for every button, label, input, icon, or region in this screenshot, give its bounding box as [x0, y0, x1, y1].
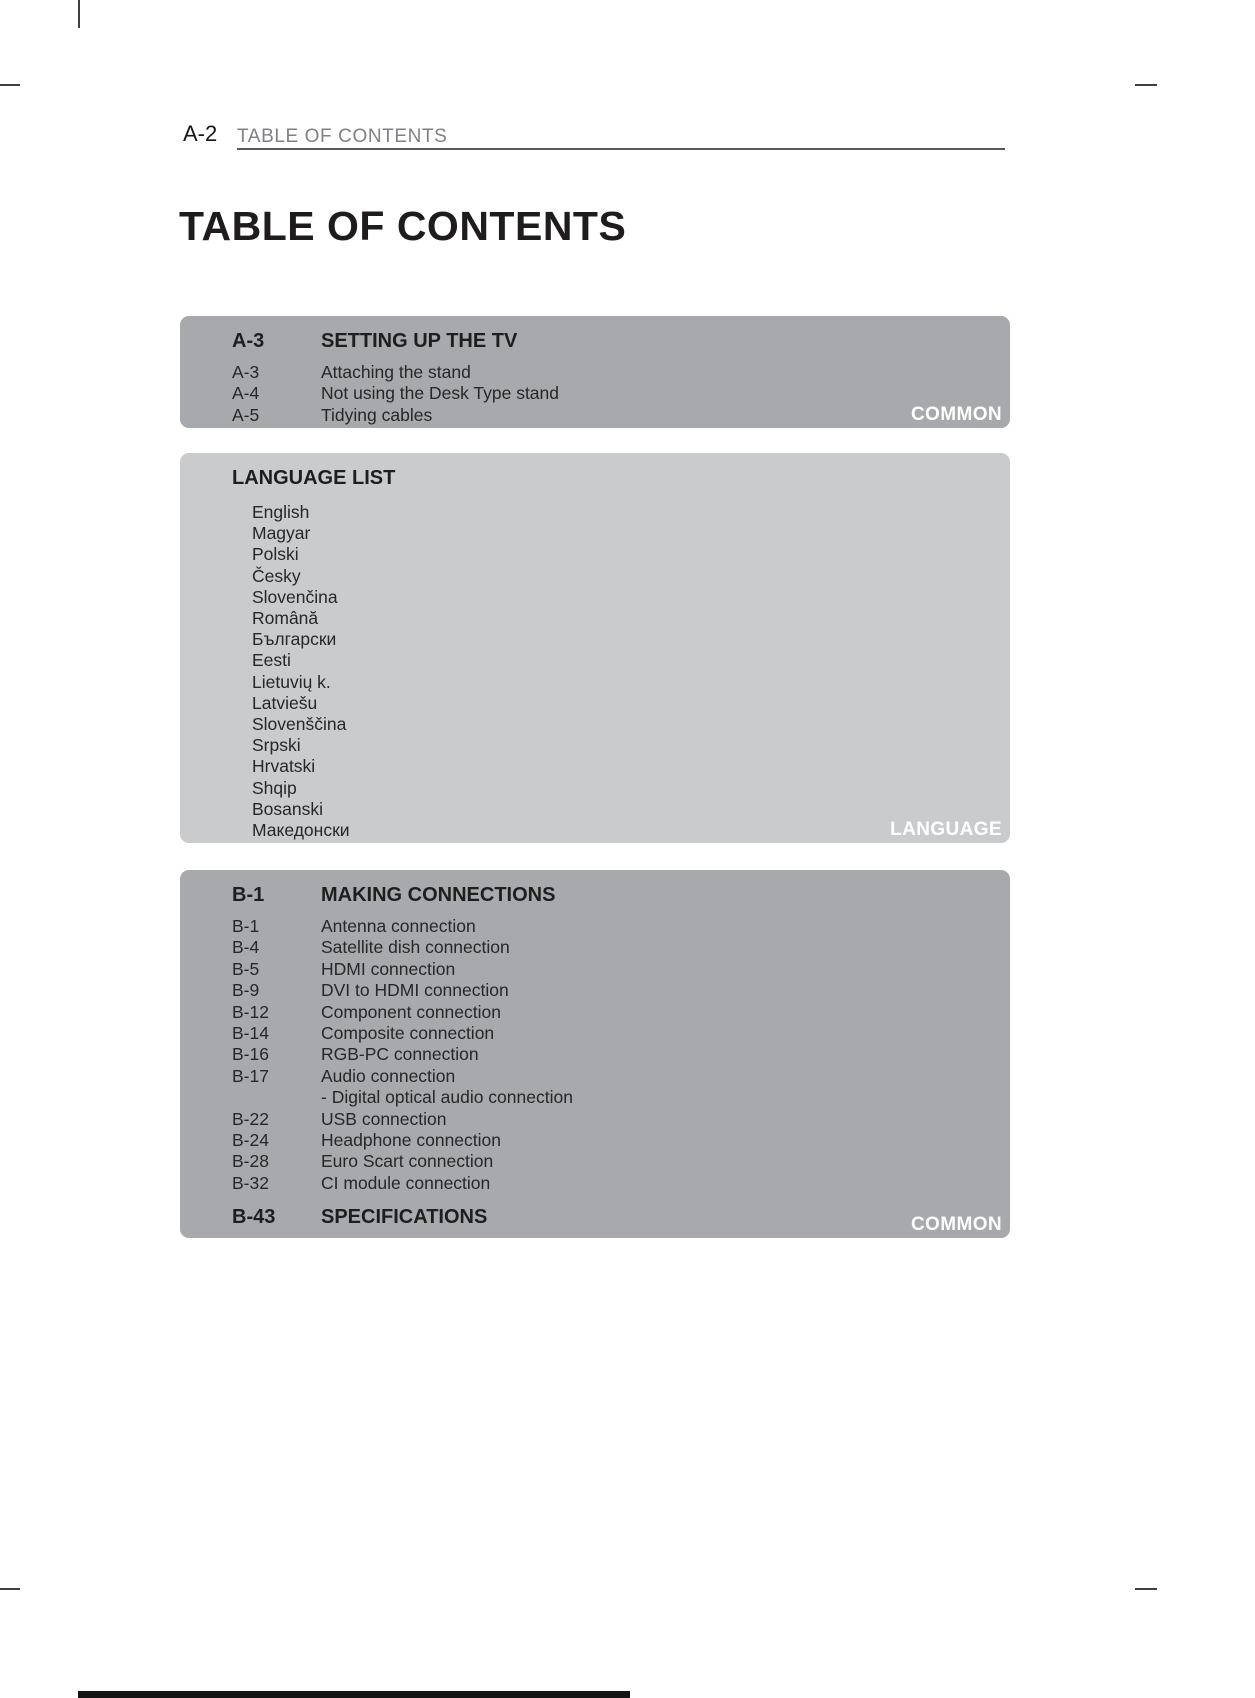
section-header [180, 870, 1010, 907]
toc-entry-label: Audio connection [321, 1065, 456, 1086]
section-title: MAKING CONNECTIONS [321, 884, 556, 906]
language-item: English [252, 502, 310, 522]
toc-entry-code: B-22 [232, 1108, 269, 1129]
toc-entry-label: - Digital optical audio connection [321, 1087, 573, 1108]
language-item: Latviešu [252, 692, 318, 713]
toc-entry [232, 1044, 1010, 1065]
toc-entry-code: B-4 [232, 937, 260, 958]
toc-entry [232, 916, 1010, 937]
toc-entry-label: Headphone connection [321, 1130, 502, 1151]
toc-entry-label: Antenna connection [321, 916, 476, 936]
language-item: Lietuvių k. [252, 671, 331, 692]
section-making-connections [180, 870, 1010, 1238]
crop-mark-bottom-left [0, 1588, 20, 1590]
section-entries [180, 907, 1010, 1194]
toc-entry-code: A-4 [232, 383, 260, 404]
toc-entry-label: RGB-PC connection [321, 1044, 479, 1065]
section-language-list [180, 453, 1010, 843]
toc-entry-code: B-12 [232, 1001, 269, 1022]
toc-entry-label: USB connection [321, 1108, 447, 1129]
language-item: Български [252, 629, 337, 650]
crop-mark-left [0, 84, 20, 86]
toc-entry-label: Satellite dish connection [321, 937, 510, 958]
language-item: Македонски [252, 820, 350, 841]
toc-entry [232, 1109, 1010, 1130]
toc-entry [232, 937, 1010, 958]
toc-entry [232, 1023, 1010, 1044]
toc-entry-code: B-16 [232, 1044, 269, 1065]
section-title: LANGUAGE LIST [232, 467, 396, 489]
toc-entry-label: Euro Scart connection [321, 1151, 494, 1172]
toc-entry-code [232, 1087, 321, 1108]
crop-mark-right [1135, 84, 1157, 86]
language-item: Slovenščina [252, 714, 347, 735]
page-number: A-2 [183, 121, 218, 146]
toc-entry [232, 1130, 1010, 1151]
toc-entry-code: A-5 [232, 404, 260, 425]
toc-entry-label: HDMI connection [321, 958, 456, 979]
toc-entry [232, 383, 1010, 404]
language-item: Hrvatski [252, 756, 316, 777]
language-item: Srpski [252, 735, 301, 756]
crop-mark-top-left [78, 0, 80, 28]
section-tag-language: LANGUAGE [890, 819, 1002, 840]
toc-entry-label: CI module connection [321, 1172, 491, 1193]
toc-entry-code: B-9 [232, 980, 260, 1001]
toc-entry [232, 959, 1010, 980]
page-title: TABLE OF CONTENTS [179, 203, 627, 249]
toc-entry-label: Not using the Desk Type stand [321, 383, 560, 404]
running-header-title: TABLE OF CONTENTS [237, 126, 448, 147]
crop-mark-bottom-right [1135, 1588, 1157, 1590]
toc-entry-code: B-5 [232, 958, 260, 979]
toc-entry-code: B-1 [232, 916, 260, 936]
section-setting-up-the-tv [180, 316, 1010, 428]
section-entries [180, 353, 1010, 426]
toc-entry-code: A-3 [232, 362, 260, 382]
language-item: Magyar [252, 523, 311, 544]
language-item: Română [252, 608, 319, 629]
toc-entry [232, 362, 1010, 383]
toc-entry-code: B-17 [232, 1065, 269, 1086]
language-list [180, 490, 1010, 841]
toc-entry-code: B-14 [232, 1023, 269, 1044]
header-rule [237, 148, 1005, 150]
section-footer [180, 1194, 1010, 1229]
language-item: Česky [252, 565, 301, 586]
toc-entry-code: B-28 [232, 1151, 269, 1172]
toc-entry [232, 1066, 1010, 1087]
section-code: A-3 [232, 330, 265, 352]
section-title: SETTING UP THE TV [321, 330, 518, 352]
section-header [180, 453, 1010, 490]
toc-entry-label: DVI to HDMI connection [321, 980, 509, 1001]
toc-entry-label: Attaching the stand [321, 362, 471, 382]
toc-entry [232, 1173, 1010, 1194]
toc-entry [232, 1087, 1010, 1108]
toc-entry-label: Composite connection [321, 1023, 495, 1044]
toc-entry [232, 1002, 1010, 1023]
section-tag-common: COMMON [910, 1214, 1002, 1235]
language-item: Eesti [252, 650, 291, 671]
language-item: Slovenčina [252, 586, 338, 607]
toc-entry [232, 1151, 1010, 1172]
toc-entry-label: Tidying cables [321, 404, 433, 425]
language-item: Bosanski [252, 798, 324, 819]
toc-entry [232, 405, 1010, 426]
section-tag-common: COMMON [910, 404, 1002, 425]
section-footer-title: SPECIFICATIONS [321, 1206, 488, 1229]
toc-entry-code: B-24 [232, 1130, 269, 1151]
toc-entry-code: B-32 [232, 1172, 269, 1193]
toc-entry-label: Component connection [321, 1001, 501, 1022]
language-item: Polski [252, 544, 299, 565]
language-item: Shqip [252, 777, 297, 798]
section-header [180, 316, 1010, 353]
page-bottom-bar [78, 1691, 630, 1698]
toc-entry [232, 980, 1010, 1001]
section-code: B-1 [232, 884, 265, 906]
section-footer-code: B-43 [232, 1206, 276, 1229]
